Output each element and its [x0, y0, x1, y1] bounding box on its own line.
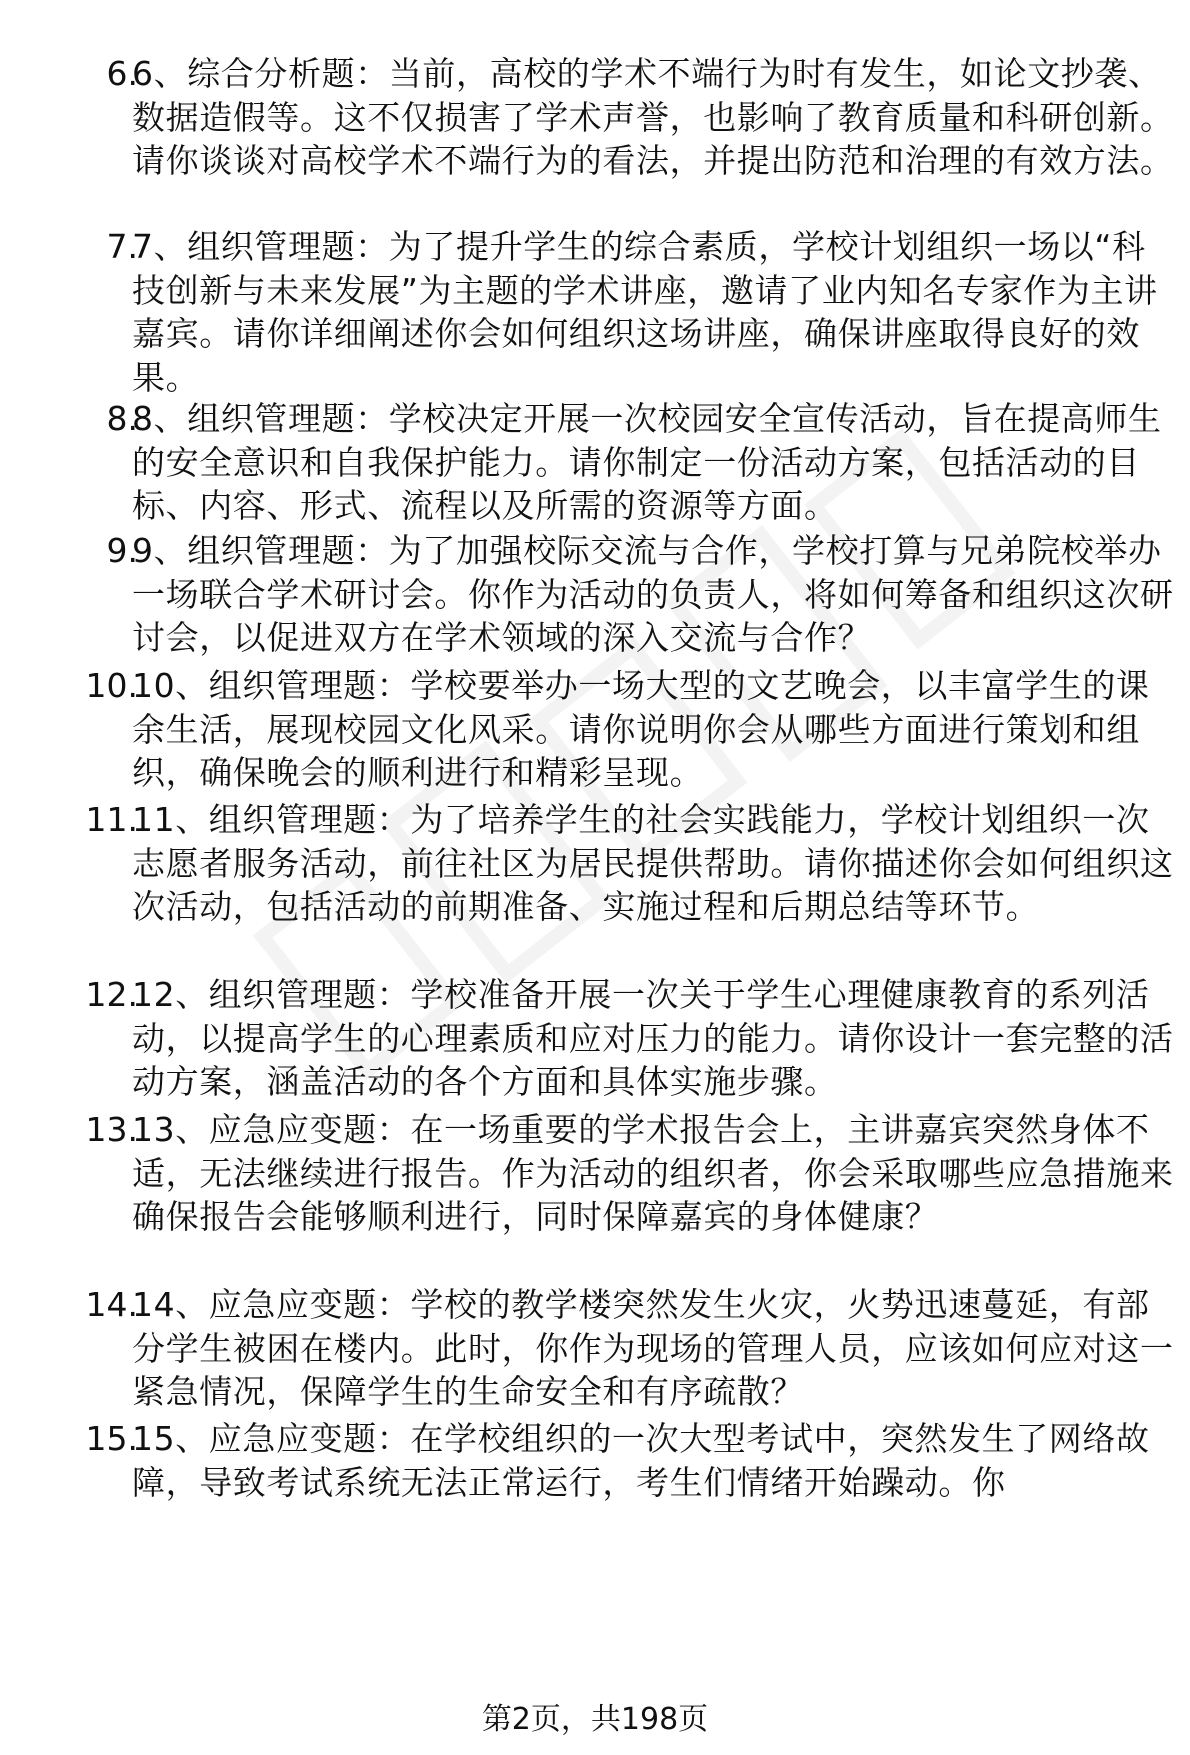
- page-footer: 第2页，共198页: [481, 1702, 709, 1737]
- question-text: 6、综合分析题：当前，高校的学术不端行为时有发生，如论文抄袭、数据造假等。这不仅损害了学术声誉，也影响了教育质量和科研创新。请你谈谈对高校学术不端行为的看法，并提出防范和治理的有效方法。: [132, 54, 1174, 180]
- question-number: 8.: [106, 399, 138, 438]
- question-number: 12.: [85, 975, 138, 1014]
- question-text: 12、组织管理题：学校准备开展一次关于学生心理健康教育的系列活动，以提高学生的心理素质和应对压力的能力。请你设计一套完整的活动方案，涵盖活动的各个方面和具体实施步骤。: [132, 975, 1174, 1101]
- question-text: 11、组织管理题：为了培养学生的社会实践能力，学校计划组织一次志愿者服务活动，前往社区为居民提供帮助。请你描述你会如何组织这次活动，包括活动的前期准备、实施过程和后期总结等环节。: [132, 800, 1174, 926]
- question-number: 9.: [106, 531, 138, 570]
- question-text: 9、组织管理题：为了加强校际交流与合作，学校打算与兄弟院校举办一场联合学术研讨会。你作为活动的负责人，将如何筹备和组织这次研讨会，以促进双方在学术领域的深入交流与合作？: [132, 531, 1174, 657]
- question-text: 8、组织管理题：学校决定开展一次校园安全宣传活动，旨在提高师生的安全意识和自我保护能力。请你制定一份活动方案，包括活动的目标、内容、形式、流程以及所需的资源等方面。: [132, 399, 1162, 525]
- question-text: 15、应急应变题：在学校组织的一次大型考试中，突然发生了网络故障，导致考试系统无法正常运行，考生们情绪开始躁动。你: [132, 1419, 1150, 1502]
- question-text: 14、应急应变题：学校的教学楼突然发生火灾，火势迅速蔓延，有部分学生被困在楼内。此时，你作为现场的管理人员，应该如何应对这一紧急情况，保障学生的生命安全和有序疏散？: [132, 1285, 1174, 1411]
- question-text: 10、组织管理题：学校要举办一场大型的文艺晚会，以丰富学生的课余生活，展现校园文化风采。请你说明你会从哪些方面进行策划和组织，确保晚会的顺利进行和精彩呈现。: [132, 666, 1150, 792]
- question-number: 14.: [85, 1285, 138, 1324]
- question-number: 7.: [106, 227, 138, 266]
- question-number: 13.: [85, 1110, 138, 1149]
- question-number: 6.: [106, 54, 138, 93]
- question-number: 10.: [85, 666, 138, 705]
- question-text: 7、组织管理题：为了提升学生的综合素质，学校计划组织一场以“科技创新与未来发展”为主题的学术讲座，邀请了业内知名专家作为主讲嘉宾。请你详细阐述你会如何组织这场讲座，确保讲座取得良好的效果。: [132, 227, 1158, 397]
- question-number: 15.: [85, 1419, 138, 1458]
- question-number: 11.: [85, 800, 138, 839]
- question-text: 13、应急应变题：在一场重要的学术报告会上，主讲嘉宾突然身体不适，无法继续进行报告。作为活动的组织者，你会采取哪些应急措施来确保报告会能够顺利进行，同时保障嘉宾的身体健康？: [132, 1110, 1174, 1236]
